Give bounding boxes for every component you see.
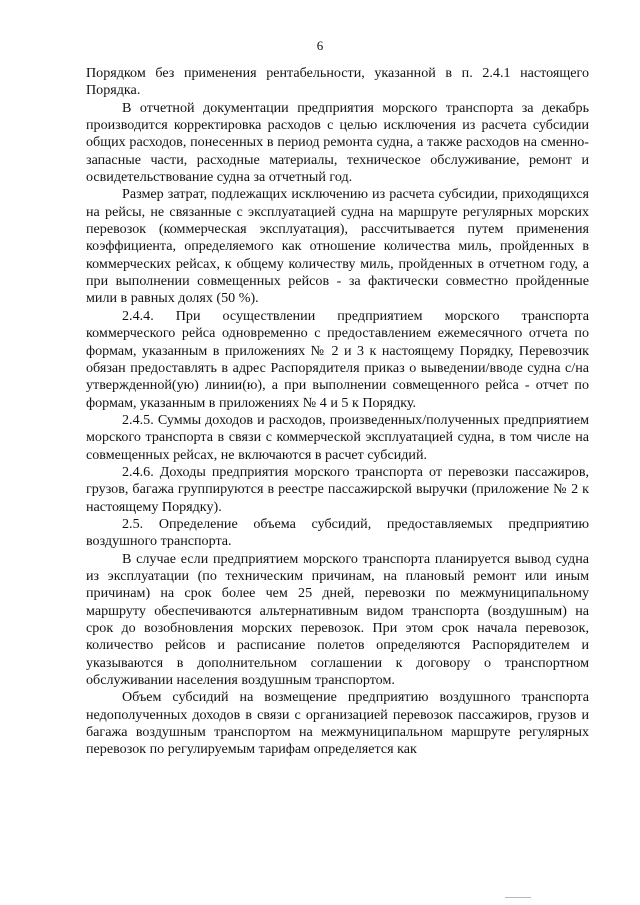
- paragraph-2-4-6: 2.4.6. Доходы предприятия морского транспорта от перевозки пассажиров, грузов, багажа группируются в реестре пассажирской выручки (приложение № 2 к настоящему Порядку).: [86, 463, 589, 515]
- paragraph-continuation: Порядком без применения рентабельности, указанной в п. 2.4.1 настоящего Порядка.: [86, 65, 589, 99]
- paragraph-2-4-4: 2.4.4. При осуществлении предприятием морского транспорта коммерческого рейса одновременно с предоставлением ежемесячного отчета по формам, указанным в приложениях № 2 и 3 к настоящему Порядку, Перевозчик обязан предоставлять в адрес Распорядителя приказ о выведении/вводе судна с/на утвержденной(ую) линии(ю), а при выполнении совмещенного рейса - отчет по формам, указанным в приложениях № 4 и 5 к Порядку.: [86, 307, 589, 411]
- paragraph-subsidy-volume: Объем субсидий на возмещение предприятию воздушного транспорта недополученных доходов в связи с организацией перевозок пассажиров, грузов и багажа воздушным транспортом на межмуниципальном маршруте регулярных перевозок по регулируемым тарифам определяется как: [86, 689, 589, 758]
- footer-mark: [505, 897, 531, 898]
- section-heading-2-5: 2.5. Определение объема субсидий, предоставляемых предприятию воздушного транспорта.: [86, 515, 589, 550]
- paragraph-cost-exclusion: Размер затрат, подлежащих исключению из расчета субсидии, приходящихся на рейсы, не связанные с эксплуатацией судна на маршруте регулярных морских перевозок (коммерческая эксплуатация), рассчитывается путем применения коэффициента, определяемого как отношение количества миль, пройденных в коммерческих рейсах, к общему количеству миль, пройденных в отчетном году, а при выполнении совмещенных рейсов - за фактически совместно пройденные мили в равных долях (50 %).: [86, 186, 589, 307]
- page-number: 6: [316, 38, 324, 53]
- paragraph-air-transport-replacement: В случае если предприятием морского транспорта планируется вывод судна из эксплуатации (по техническим причинам, на плановый ремонт или иным причинам) на срок более чем 25 дней, перевозки по межмуниципальному маршруту обеспечиваются альтернативным видом транспорта (воздушным) на срок до возобновления морских перевозок. При этом срок начала перевозок, количество рейсов и расписание полетов определяются Распорядителем и указываются в дополнительном соглашении к договору о транспортном обслуживании населения воздушным транспортом.: [86, 550, 589, 689]
- paragraph-december-adjustment: В отчетной документации предприятия морского транспорта за декабрь производится корректировка расходов с целью исключения из расчета субсидии общих расходов, понесенных в период ремонта судна, а также расходов на сменно-запасные части, расходные материалы, техническое обслуживание, ремонт и освидетельствование судна за отчетный год.: [86, 99, 589, 186]
- paragraph-2-4-5: 2.4.5. Суммы доходов и расходов, произведенных/полученных предприятием морского транспорта в связи с коммерческой эксплуатацией судна, в том числе на совмещенных рейсах, не включаются в расчет субсидий.: [86, 411, 589, 463]
- document-body: [86, 65, 589, 759]
